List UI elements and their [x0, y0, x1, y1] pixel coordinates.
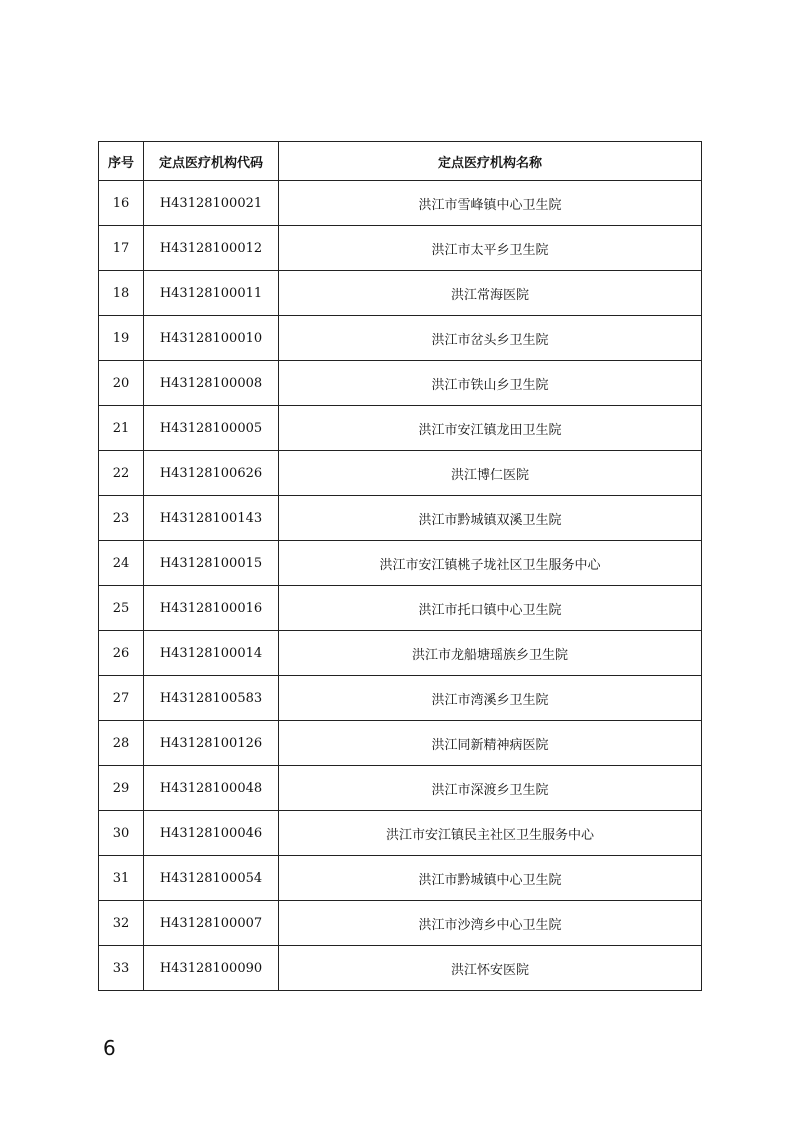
table-row: [99, 361, 702, 406]
cell-institution-code: H43128100626: [144, 451, 279, 496]
cell-institution-code: H43128100010: [144, 316, 279, 361]
table-row: [99, 496, 702, 541]
cell-institution-name: 洪江市安江镇桃子垅社区卫生服务中心: [279, 541, 702, 586]
cell-institution-code: H43128100583: [144, 676, 279, 721]
cell-institution-code: H43128100046: [144, 811, 279, 856]
cell-serial-number: 16: [99, 181, 144, 226]
cell-serial-number: 19: [99, 316, 144, 361]
cell-serial-number: 22: [99, 451, 144, 496]
cell-institution-code: H43128100143: [144, 496, 279, 541]
cell-institution-name: 洪江市太平乡卫生院: [279, 226, 702, 271]
cell-institution-name: 洪江市湾溪乡卫生院: [279, 676, 702, 721]
header-institution-name: 定点医疗机构名称: [279, 142, 702, 181]
table-row: [99, 541, 702, 586]
cell-institution-code: H43128100015: [144, 541, 279, 586]
cell-serial-number: 27: [99, 676, 144, 721]
table-header-row: [99, 142, 702, 181]
cell-institution-code: H43128100007: [144, 901, 279, 946]
cell-institution-name: 洪江市托口镇中心卫生院: [279, 586, 702, 631]
table-row: [99, 271, 702, 316]
cell-serial-number: 18: [99, 271, 144, 316]
cell-serial-number: 28: [99, 721, 144, 766]
cell-institution-name: 洪江市沙湾乡中心卫生院: [279, 901, 702, 946]
cell-institution-name: 洪江同新精神病医院: [279, 721, 702, 766]
cell-serial-number: 20: [99, 361, 144, 406]
cell-institution-code: H43128100016: [144, 586, 279, 631]
cell-institution-name: 洪江市黔城镇中心卫生院: [279, 856, 702, 901]
table-row: [99, 721, 702, 766]
cell-institution-code: H43128100126: [144, 721, 279, 766]
cell-serial-number: 30: [99, 811, 144, 856]
table-row: [99, 631, 702, 676]
cell-institution-code: H43128100008: [144, 361, 279, 406]
table-row: [99, 946, 702, 991]
table-row: [99, 811, 702, 856]
cell-institution-name: 洪江常海医院: [279, 271, 702, 316]
table-row: [99, 316, 702, 361]
cell-serial-number: 31: [99, 856, 144, 901]
cell-institution-name: 洪江市岔头乡卫生院: [279, 316, 702, 361]
cell-serial-number: 23: [99, 496, 144, 541]
cell-institution-name: 洪江市深渡乡卫生院: [279, 766, 702, 811]
cell-institution-code: H43128100090: [144, 946, 279, 991]
table-row: [99, 901, 702, 946]
cell-institution-name: 洪江市黔城镇双溪卫生院: [279, 496, 702, 541]
cell-institution-code: H43128100054: [144, 856, 279, 901]
cell-institution-name: 洪江市龙船塘瑶族乡卫生院: [279, 631, 702, 676]
cell-serial-number: 29: [99, 766, 144, 811]
cell-institution-name: 洪江怀安医院: [279, 946, 702, 991]
cell-institution-code: H43128100012: [144, 226, 279, 271]
page-number: 6: [103, 1036, 116, 1060]
cell-institution-code: H43128100005: [144, 406, 279, 451]
cell-serial-number: 24: [99, 541, 144, 586]
cell-serial-number: 26: [99, 631, 144, 676]
table-body: [99, 181, 702, 991]
header-serial-number: 序号: [99, 142, 144, 181]
cell-institution-code: H43128100048: [144, 766, 279, 811]
table-row: [99, 406, 702, 451]
cell-serial-number: 32: [99, 901, 144, 946]
table-row: [99, 676, 702, 721]
cell-serial-number: 33: [99, 946, 144, 991]
cell-institution-code: H43128100014: [144, 631, 279, 676]
cell-institution-code: H43128100021: [144, 181, 279, 226]
cell-institution-name: 洪江市雪峰镇中心卫生院: [279, 181, 702, 226]
cell-institution-name: 洪江博仁医院: [279, 451, 702, 496]
header-institution-code: 定点医疗机构代码: [144, 142, 279, 181]
table-row: [99, 451, 702, 496]
cell-institution-code: H43128100011: [144, 271, 279, 316]
cell-serial-number: 21: [99, 406, 144, 451]
table-row: [99, 766, 702, 811]
cell-institution-name: 洪江市铁山乡卫生院: [279, 361, 702, 406]
cell-serial-number: 17: [99, 226, 144, 271]
cell-institution-name: 洪江市安江镇龙田卫生院: [279, 406, 702, 451]
cell-institution-name: 洪江市安江镇民主社区卫生服务中心: [279, 811, 702, 856]
table-row: [99, 856, 702, 901]
table-row: [99, 226, 702, 271]
institution-table: [98, 141, 702, 991]
table-row: [99, 181, 702, 226]
table-row: [99, 586, 702, 631]
cell-serial-number: 25: [99, 586, 144, 631]
